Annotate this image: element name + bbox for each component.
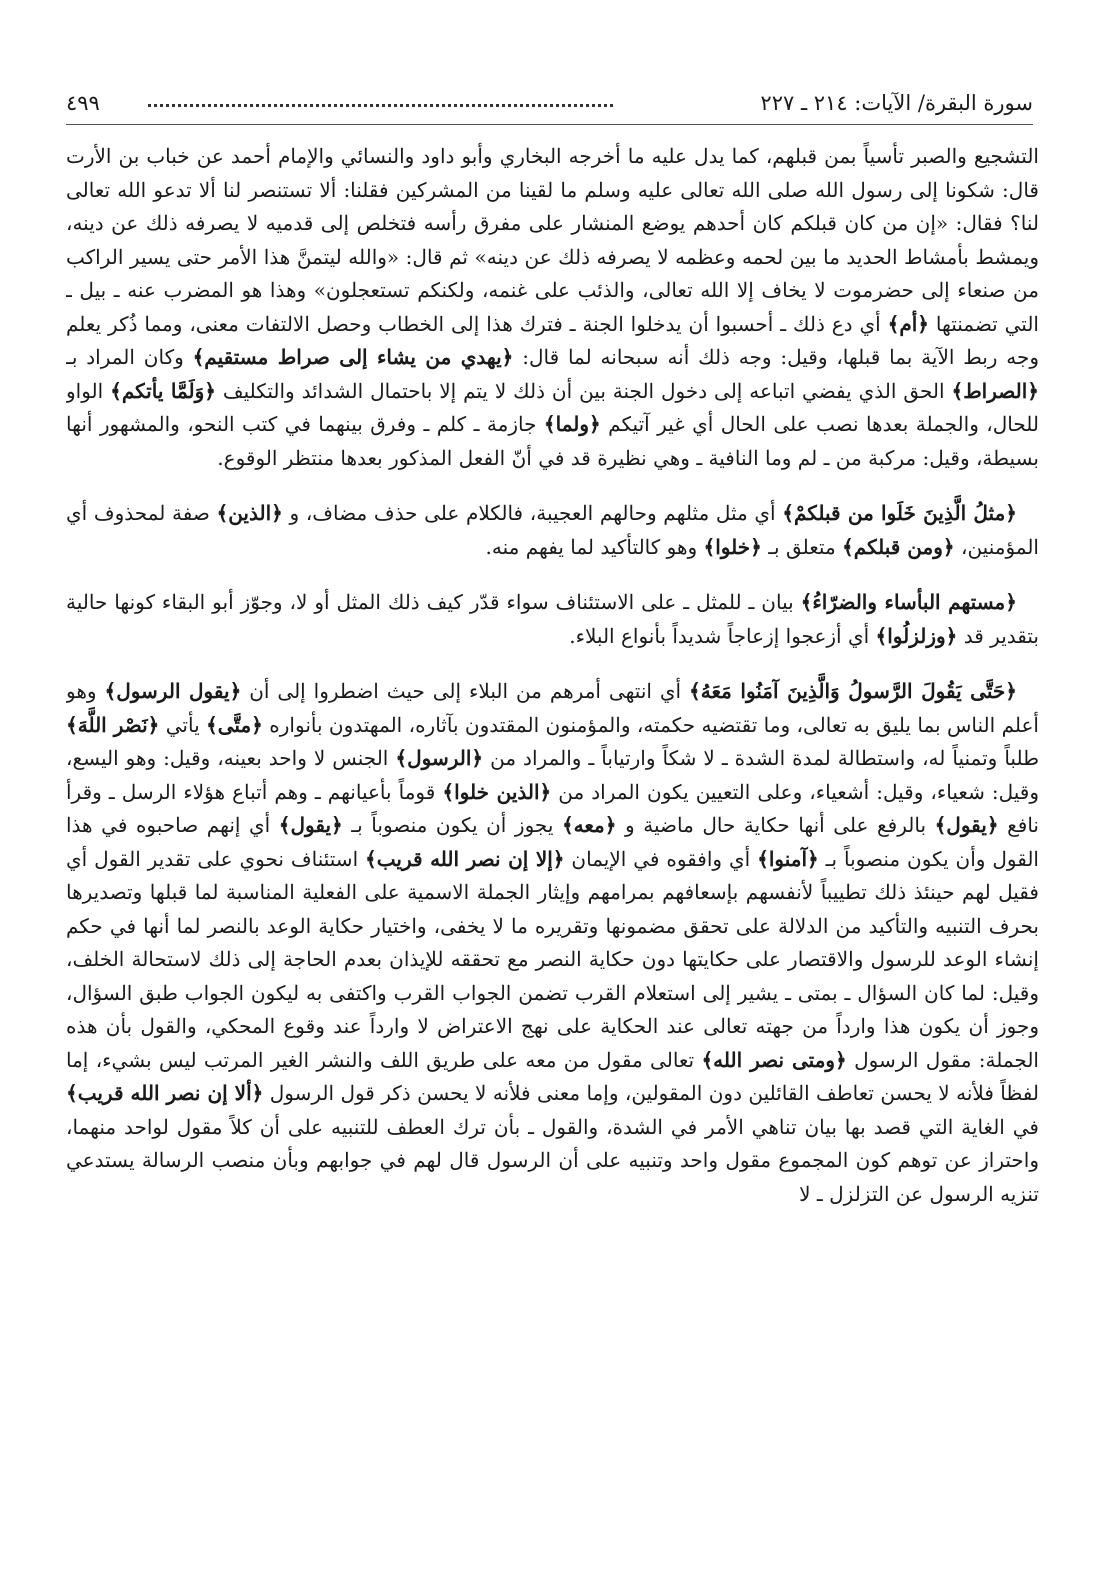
quranic-quote: ﴿مثلُ الَّذِينَ خَلَوا من قبلكمْ﴾ xyxy=(782,501,1018,525)
commentary-text: الجنس لا واحد بعينه، وقيل: وهو اليسع، وقيل: شعياء، وقيل: أشعياء، وعلى التعيين يكون المراد من xyxy=(66,746,1039,804)
quranic-quote: ﴿يقول الرسول﴾ xyxy=(104,679,242,703)
paragraph xyxy=(66,586,1039,653)
commentary-text: الواو للحال، والجملة بعدها نصب على الحال أي غير آتيكم xyxy=(66,378,1039,436)
quranic-quote: ﴿ولما﴾ xyxy=(543,412,601,436)
commentary-text: استئناف نحوي على تقدير القول أي فقيل لهم حينئذ ذلك تطييباً لأنفسهم بإسعافهم بمرامهم وإيثار الجملة الاسمية على الفعلية المناسبة لما قبلها وتصديرها بحرف التنبيه والتأكيد من الدلالة على تحقق مضمونها وتقريره ما لا يخفى، واختيار حكاية الوعد بالنصر لما أنها في حكم إنشاء الوعد للرسول والاقتصار على حكايتها دون حكاية النصر مع تحققه للإيذان بعدم الحاجة إلى ذلك لاستحالة الخلف، وقيل: لما كان السؤال ـ بمتى ـ يشير إلى استعلام القرب تضمن الجواب القرب واكتفى به ليكون الجواب طبق السؤال، وجوز أن يكون هذا وارداً من جهته تعالى عند الحكاية على نهج الاعتراض لا وارداً عند وقوع المحكي، والقول بأن هذه الجملة: مقول الرسول xyxy=(66,846,1039,1072)
quranic-quote: ﴿الصراط﴾ xyxy=(951,378,1039,403)
quranic-quote: ﴿إلا إن نصر الله قريب﴾ xyxy=(365,846,565,871)
paragraph xyxy=(66,140,1039,475)
quranic-quote: ﴿الرسول﴾ xyxy=(395,746,484,770)
paragraph xyxy=(66,675,1039,1211)
commentary-text: أي دع ذلك ـ أحسبوا أن يدخلوا الجنة ـ فترك هذا إلى الخطاب وحصل الالتفات معنى، ومما ذُكر يعلم وجه ربط الآية بما قبلها، وقيل: وجه ذلك أنه سبحانه لما قال: xyxy=(66,311,1039,369)
quranic-quote: ﴿ومن قبلكم﴾ xyxy=(842,534,955,559)
quranic-quote: ﴿يقول﴾ xyxy=(278,813,343,837)
quranic-quote: ﴿آمنوا﴾ xyxy=(757,846,819,871)
quranic-quote: ﴿ومتى نصر الله﴾ xyxy=(701,1047,847,1072)
commentary-text: الحق الذي يفضي اتباعه إلى دخول الجنة بين أن ذلك لا يتم إلا باحتمال الشدائد والتكليف xyxy=(216,378,952,403)
commentary-text: أي مثل مثلهم وحالهم العجيبة، فالكلام على حذف مضاف، و xyxy=(282,501,783,525)
commentary-text: يأتي xyxy=(159,712,207,737)
commentary-text: طلباً وتمنياً له، واستطالة لمدة الشدة ـ لا شكاً وارتياباً ـ والمراد من xyxy=(483,746,1039,770)
running-header xyxy=(66,86,1033,120)
commentary-text: وهو كالتأكيد لما يفهم منه. xyxy=(485,534,704,559)
header-dot-leader xyxy=(148,98,613,107)
quranic-quote: ﴿الذين﴾ xyxy=(216,501,283,525)
quranic-quote: ﴿الذين خلوا﴾ xyxy=(442,779,552,804)
commentary-text: بيان ـ للمثل ـ على الاستئناف سواء قدّر كيف ذلك المثل أو لا، وجوّز أبو البقاء كونها حالية بتقدير قد xyxy=(66,590,1039,648)
page-body xyxy=(66,140,1039,1553)
paragraph xyxy=(66,497,1039,564)
page-number: ٤٩٩ xyxy=(66,91,100,115)
commentary-text: وهو أعلم الناس بما يليق به تعالى، وما تقتضيه حكمته، والمؤمنون المقتدون بآثاره، المهتدون بأنواره xyxy=(66,679,1039,737)
quranic-quote: ﴿مستهم البأساء والضرّاءُ﴾ xyxy=(800,590,1017,614)
quranic-quote: ﴿نَصْر اللَّهَ﴾ xyxy=(66,712,160,737)
quranic-quote: ﴿يقول﴾ xyxy=(934,813,999,837)
commentary-text: صفة لمحذوف أي المؤمنين، xyxy=(66,501,1039,559)
commentary-text: في الغاية التي قصد بها بيان تناهي الأمر في الشدة، والقول ـ بأن ترك العطف للتنبيه على أن كلاً مقول لواحد منهما، واحتراز عن توهم كون المجموع مقول واحد وتنبيه على أن الرسول قال لهم في جوابهم وبأن منصب الرسالة يستدعي تنزيه الرسول عن التزلزل ـ لا xyxy=(66,1114,1039,1206)
commentary-text: وكان المراد بـ xyxy=(66,345,193,369)
quranic-quote: ﴿يهدي من يشاء إلى صراط مستقيم﴾ xyxy=(192,345,514,369)
commentary-text: قوماً بأعيانهم ـ وهم أتباع هؤلاء الرسل ـ وقرأ نافع xyxy=(66,779,1039,837)
header-title: سورة البقرة/ الآيات: ٢١٤ ـ ٢٢٧ xyxy=(760,91,1033,115)
quranic-quote: ﴿وزلزلُوا﴾ xyxy=(875,623,958,648)
quranic-quote: ﴿معه﴾ xyxy=(561,813,617,837)
commentary-text: تعالى مقول من معه على طريق اللف والنشر الغير المرتب ليس بشيء، إما لفظاً فلأنه لا يحسن تعاطف القائلين دون المقولين، وإما معنى فلأنه لا يحسن ذكر قول الرسول xyxy=(66,1047,1039,1105)
commentary-text: يجوز أن يكون منصوباً بـ xyxy=(342,813,562,837)
commentary-text: متعلق بـ xyxy=(761,534,843,559)
quranic-quote: ﴿أم﴾ xyxy=(887,311,929,336)
commentary-text: أي إنهم صاحبوه في هذا القول وأن يكون منصوباً بـ xyxy=(66,813,1039,871)
quranic-quote: ﴿حَتَّى يَقُولَ الرَّسولُ وَالَّذِينَ آمَنُوا مَعَهُ﴾ xyxy=(689,679,1017,703)
quranic-quote: ﴿ألا إن نصر الله قريب﴾ xyxy=(66,1081,264,1105)
commentary-text: بالرفع على أنها حكاية حال ماضية و xyxy=(616,813,935,837)
commentary-text: أي أزعجوا إزعاجاً شديداً بأنواع البلاء. xyxy=(569,623,876,648)
commentary-text: أي انتهى أمرهم من البلاء إلى حيث اضطروا إلى أن xyxy=(241,679,690,703)
quranic-quote: ﴿متَّى﴾ xyxy=(206,712,263,737)
quranic-quote: ﴿خلوا﴾ xyxy=(703,534,762,559)
header-rule xyxy=(66,124,1033,125)
commentary-text: التشجيع والصبر تأسياً بمن قبلهم، كما يدل عليه ما أخرجه البخاري وأبو داود والنسائي والإمام أحمد عن خباب بن الأرت قال: شكونا إلى رسول الله صلى الله تعالى عليه وسلم ما لقينا من المشركين فقلنا: ألا تستنصر لنا ألا تدعو الله تعالى لنا؟ فقال: «إن من كان قبلكم كان أحدهم يوضع المنشار على مفرق رأسه فتخلص إلى قدميه لا يصرفه ذلك عن دينه، ويمشط بأمشاط الحديد ما بين لحمه وعظمه لا يصرفه ذلك عن دينه» ثم قال: «والله ليتمنَّ هذا الأمر حتى يسير الراكب من صنعاء إلى حضرموت لا يخاف إلا الله تعالى، والذئب على غنمه، ولكنكم تستعجلون» وهذا هو المضرب عنه ـ بيل ـ التي تضمنتها xyxy=(66,144,1039,336)
commentary-text: أي وافقوه في الإيمان xyxy=(564,846,758,871)
quranic-quote: ﴿وَلَمَّا يأتكم﴾ xyxy=(110,378,217,403)
commentary-text: جازمة ـ كلم ـ وفرق بينهما في كتب النحو، والمشهور أنها بسيطة، وقيل: مركبة من ـ لم وما النافية ـ وهي نظيرة قد في أنّ الفعل المذكور بعدها منتظر الوقوع. xyxy=(66,412,1039,470)
